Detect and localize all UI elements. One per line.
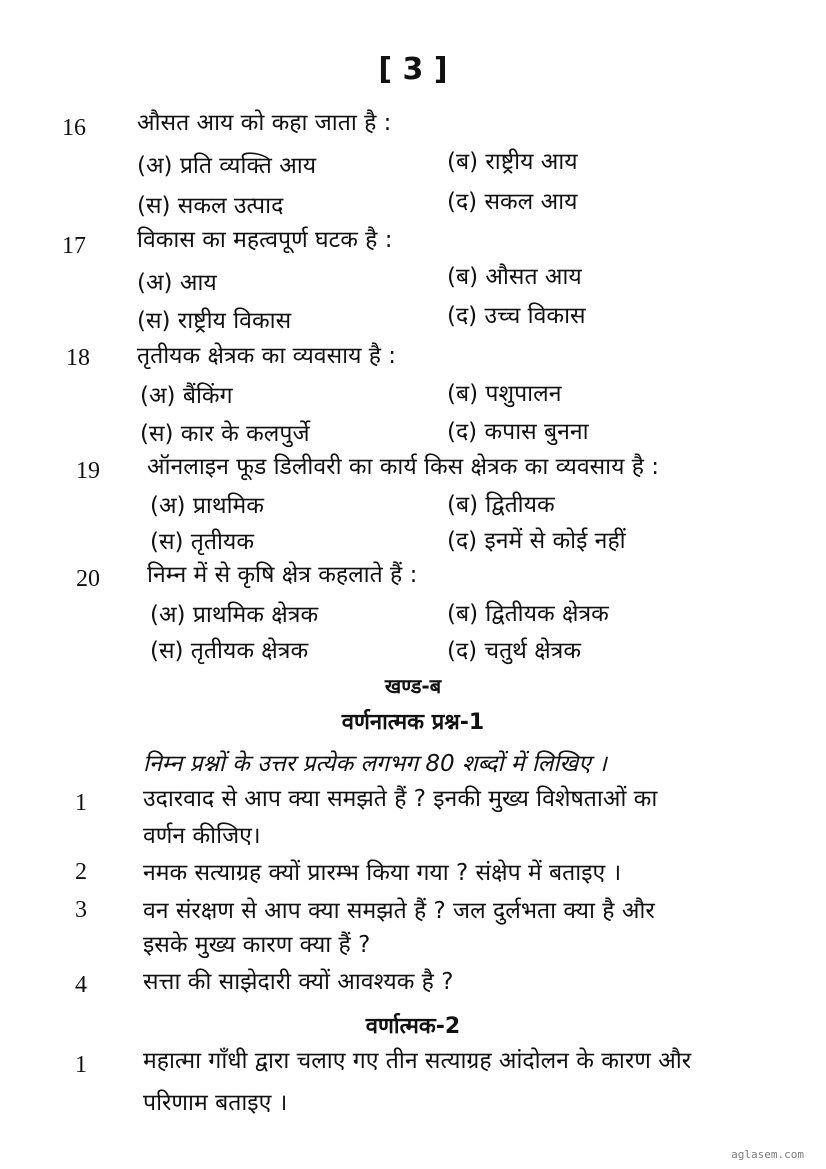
question-text: विकास का महत्वपूर्ण घटक है : xyxy=(137,227,393,253)
option-b: (ब) द्वितीयक xyxy=(447,492,555,518)
question-number: 1 xyxy=(75,790,87,816)
question-text: नमक सत्याग्रह क्यों प्रारम्भ किया गया ? संक्षेप में बताइए । xyxy=(143,860,622,886)
option-c: (स) तृतीयक xyxy=(150,529,254,555)
question-text: निम्न में से कृषि क्षेत्र कहलाते हैं : xyxy=(147,562,418,588)
question-text: सत्ता की साझेदारी क्यों आवश्यक है ? xyxy=(143,969,454,995)
watermark: aglasem.com xyxy=(731,1148,804,1161)
option-d: (द) चतुर्थ क्षेत्रक xyxy=(447,638,582,664)
option-c: (स) सकल उत्पाद xyxy=(137,193,284,219)
option-a: (अ) बैंकिंग xyxy=(140,383,233,409)
question-number: 3 xyxy=(75,897,87,923)
question-number: 2 xyxy=(75,859,87,885)
option-a: (अ) प्राथमिक xyxy=(150,493,264,519)
question-number: 1 xyxy=(75,1052,87,1078)
question-number: 19 xyxy=(76,458,100,484)
question-text: तृतीयक क्षेत्रक का व्यवसाय है : xyxy=(137,343,397,369)
question-text: उदारवाद से आप क्या समझते हैं ? इनकी मुख्य विशेषताओं का xyxy=(143,786,658,812)
option-d: (द) उच्च विकास xyxy=(447,303,586,329)
option-d: (द) सकल आय xyxy=(447,189,578,215)
option-b: (ब) औसत आय xyxy=(447,264,582,290)
question-text-continued: वर्णन कीजिए। xyxy=(143,823,261,849)
option-b: (ब) राष्ट्रीय आय xyxy=(447,149,578,175)
option-d: (द) कपास बुनना xyxy=(447,419,589,445)
question-text-continued: इसके मुख्य कारण क्या हैं ? xyxy=(143,932,371,958)
page-number: [ 3 ] xyxy=(378,52,448,87)
section-title: वर्णात्मक-2 xyxy=(365,1014,461,1039)
question-text-continued: परिणाम बताइए । xyxy=(143,1090,288,1116)
question-number: 4 xyxy=(75,972,87,998)
instruction-text: निम्न प्रश्नों के उत्तर प्रत्येक लगभग 80 शब्दों में लिखिए । xyxy=(143,751,607,777)
section-title: खण्ड-ब xyxy=(384,674,442,698)
option-a: (अ) प्रति व्यक्ति आय xyxy=(137,153,317,179)
option-a: (अ) प्राथमिक क्षेत्रक xyxy=(150,602,319,628)
option-a: (अ) आय xyxy=(137,270,217,296)
option-b: (ब) पशुपालन xyxy=(447,381,562,407)
question-text: औसत आय को कहा जाता है : xyxy=(137,110,392,136)
option-c: (स) कार के कलपुर्जे xyxy=(140,421,310,447)
question-text: महात्मा गाँधी द्वारा चलाए गए तीन सत्याग्रह आंदोलन के कारण और xyxy=(143,1048,692,1074)
question-text: ऑनलाइन फूड डिलीवरी का कार्य किस क्षेत्रक का व्यवसाय है : xyxy=(147,454,660,480)
question-number: 18 xyxy=(66,345,90,371)
option-c: (स) राष्ट्रीय विकास xyxy=(137,308,292,334)
option-d: (द) इनमें से कोई नहीं xyxy=(447,528,626,554)
question-number: 17 xyxy=(62,233,86,259)
section-subtitle: वर्णनात्मक प्रश्न-1 xyxy=(341,710,485,735)
question-number: 20 xyxy=(76,566,100,592)
option-c: (स) तृतीयक क्षेत्रक xyxy=(150,638,309,664)
question-number: 16 xyxy=(62,115,86,141)
option-b: (ब) द्वितीयक क्षेत्रक xyxy=(447,601,609,627)
question-text: वन संरक्षण से आप क्या समझते हैं ? जल दुर्लभता क्या है और xyxy=(143,898,655,924)
